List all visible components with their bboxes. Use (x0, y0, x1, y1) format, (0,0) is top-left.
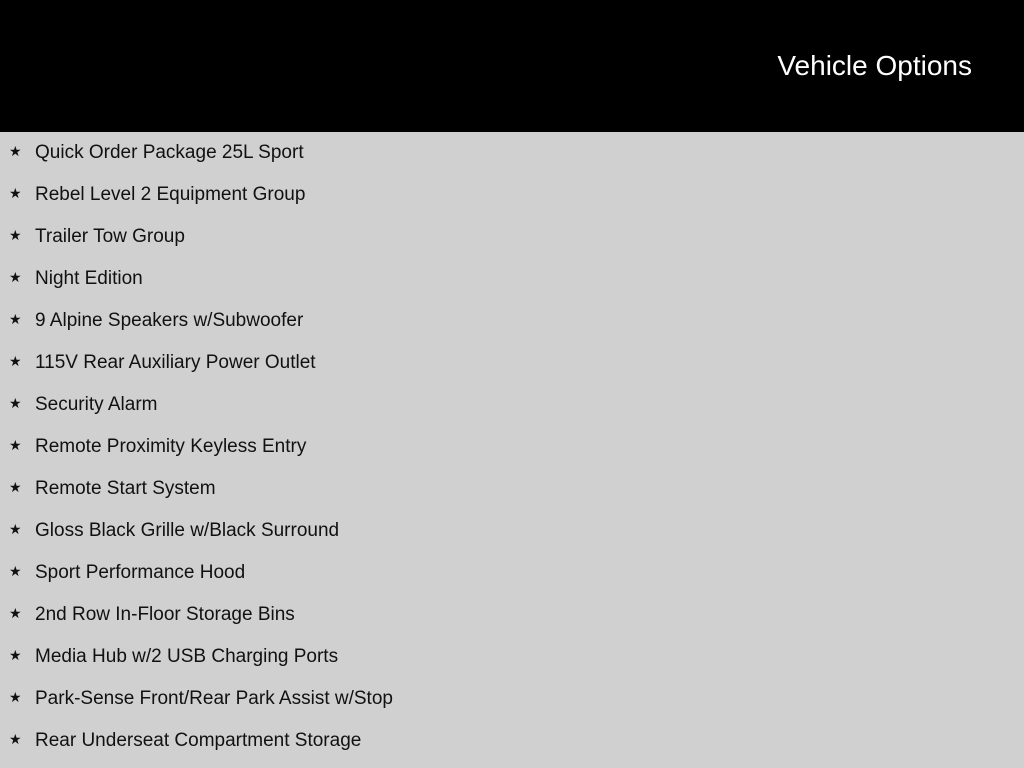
list-item (0, 510, 1024, 552)
header-bar (0, 0, 1024, 132)
option-label: 2nd Row In-Floor Storage Bins (35, 604, 295, 625)
option-label: Quick Order Package 25L Sport (35, 142, 304, 163)
star-icon: ★ (9, 311, 22, 327)
option-label: Remote Proximity Keyless Entry (35, 436, 307, 457)
list-item (0, 468, 1024, 510)
star-icon: ★ (9, 605, 22, 621)
list-item (0, 678, 1024, 720)
list-item (0, 636, 1024, 678)
list-item (0, 216, 1024, 258)
list-item (0, 426, 1024, 468)
star-icon: ★ (9, 143, 22, 159)
star-icon: ★ (9, 227, 22, 243)
star-icon: ★ (9, 395, 22, 411)
option-label: Rear Underseat Compartment Storage (35, 730, 362, 751)
page-title: Vehicle Options (777, 50, 972, 81)
star-icon: ★ (9, 521, 22, 537)
list-item (0, 384, 1024, 426)
star-icon: ★ (9, 689, 22, 705)
list-item (0, 720, 1024, 762)
option-label: Rebel Level 2 Equipment Group (35, 184, 306, 205)
option-label: Night Edition (35, 268, 143, 289)
option-label: Sport Performance Hood (35, 562, 246, 583)
option-label: Park-Sense Front/Rear Park Assist w/Stop (35, 688, 393, 709)
option-label: Trailer Tow Group (35, 226, 185, 247)
list-item (0, 552, 1024, 594)
list-item (0, 300, 1024, 342)
option-label: 9 Alpine Speakers w/Subwoofer (35, 310, 304, 331)
star-icon: ★ (9, 353, 22, 369)
list-item (0, 174, 1024, 216)
option-label: Security Alarm (35, 394, 158, 415)
star-icon: ★ (9, 647, 22, 663)
option-label: Gloss Black Grille w/Black Surround (35, 520, 340, 541)
star-icon: ★ (9, 269, 22, 285)
options-list (0, 132, 1024, 762)
star-icon: ★ (9, 563, 22, 579)
option-label: Remote Start System (35, 478, 216, 499)
list-item (0, 258, 1024, 300)
list-item (0, 132, 1024, 174)
star-icon: ★ (9, 731, 22, 747)
list-item (0, 342, 1024, 384)
star-icon: ★ (9, 479, 22, 495)
star-icon: ★ (9, 437, 22, 453)
option-label: Media Hub w/2 USB Charging Ports (35, 646, 339, 667)
list-item (0, 594, 1024, 636)
option-label: 115V Rear Auxiliary Power Outlet (35, 352, 316, 373)
star-icon: ★ (9, 185, 22, 201)
